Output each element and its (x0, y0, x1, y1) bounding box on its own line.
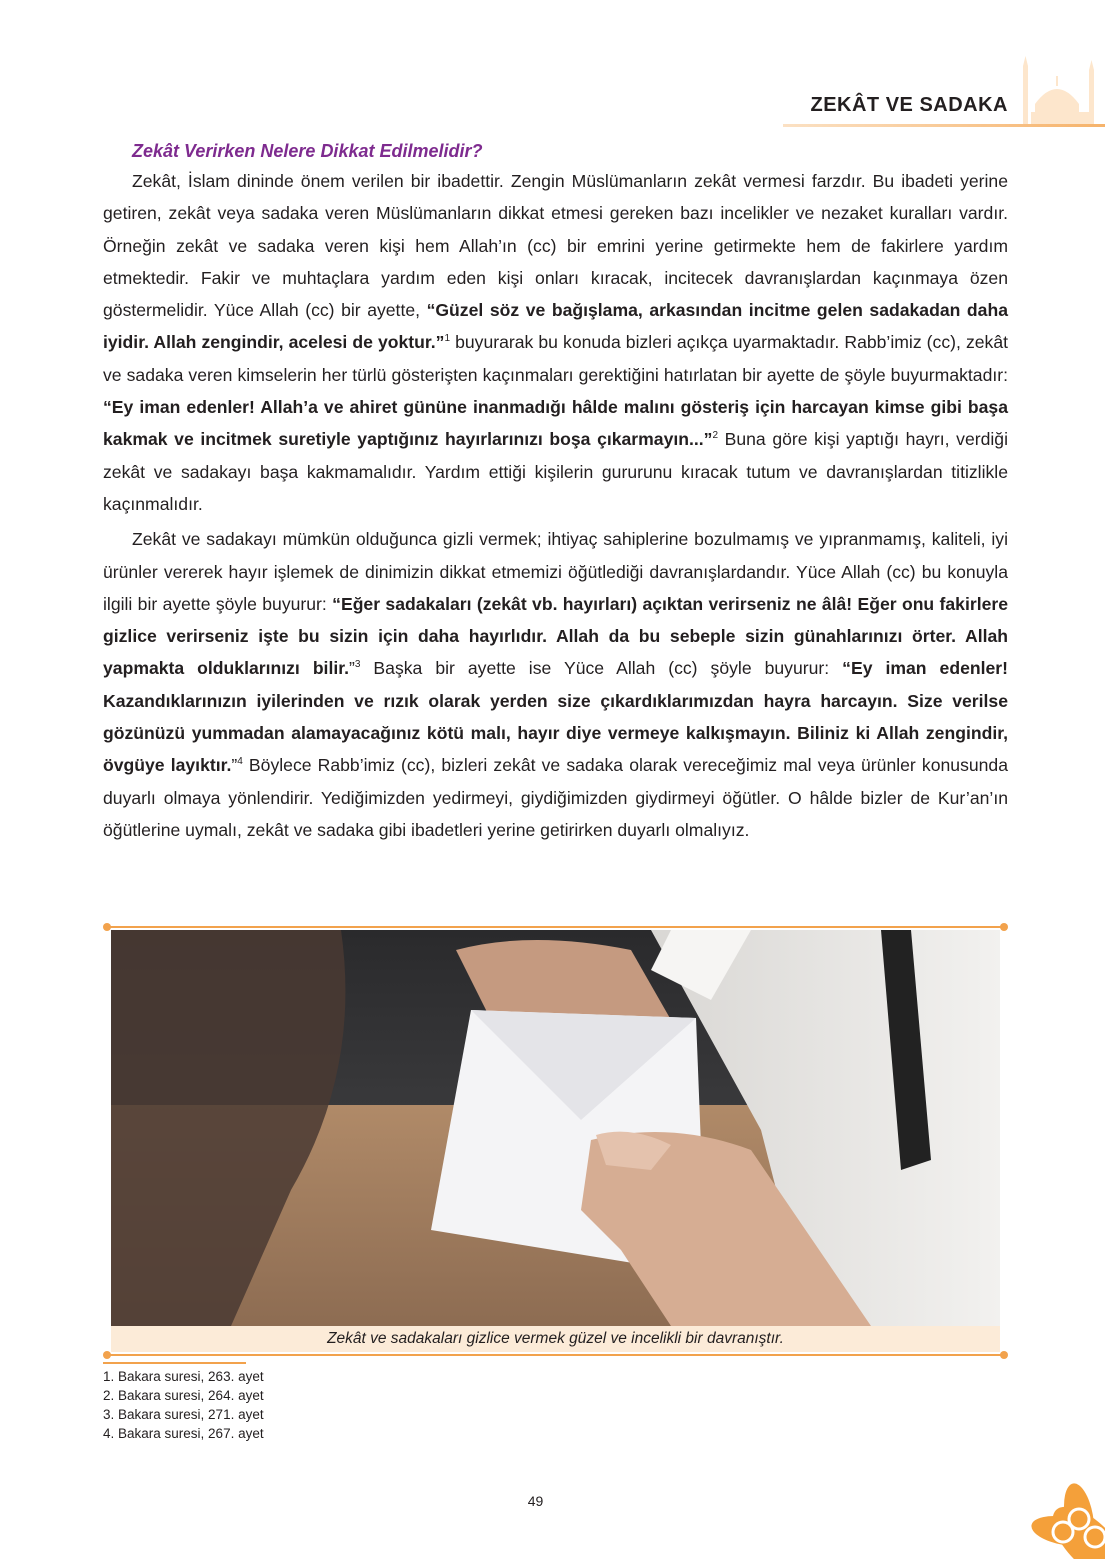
figure-bottom-rule (107, 1354, 1004, 1356)
verse-quote: “Ey iman edenler! Kazandıklarınızın iyilerinden ve rızık olarak yerden size çıkardıklarımızdan hayra harcayın. Size verilse gözünüzü yummadan alamayacağınız kötü malı, hayır diye vermeye kalkışmayın. Biliniz ki Allah zengindir, övgüye layıktır. (103, 658, 1008, 776)
floral-ornament-icon (995, 1449, 1105, 1559)
main-content (103, 137, 1008, 846)
text-run: Başka bir ayette ise Yüce Allah (cc) şöyle buyurur: (360, 658, 843, 679)
closing-quote: ” (231, 755, 238, 776)
footnote-ref: 4 (237, 756, 243, 768)
footnote-item: 2. Bakara suresi, 264. ayet (103, 1388, 264, 1403)
footnote-ref: 3 (354, 659, 361, 671)
text-run: Zekât ve sadakayı mümkün olduğunca gizli vermek; ihtiyaç sahiplerine bozulmamış ve yıpranmamış, kaliteli, iyi ürünler vererek hayır işlemek de dinimizin dikkat etmemizi öğütlediği davranışlardandır. Yüce Allah (cc) bu konuyla ilgili bir ayette şöyle buyurur: (103, 529, 1008, 614)
verse-quote: “Eğer sadakaları (zekât vb. hayırları) açıktan verirseniz ne âlâ! Eğer onu fakirlere gizlice verirseniz işte bu sizin için daha hayırlıdır. Allah da bu sebeple sizin günahlarınızı örter. Allah yapmakta olduklarınızı bilir. (103, 593, 1008, 679)
rule-dot (1000, 1351, 1008, 1359)
closing-quote: ” (349, 658, 355, 679)
figure-top-rule (107, 926, 1004, 928)
rule-dot (1000, 923, 1008, 931)
footnotes (103, 1367, 264, 1443)
rule-dot (103, 923, 111, 931)
text-run: buyurarak bu konuda bizleri açıkça uyarmaktadır. Rabb’imiz (cc), zekât ve sadaka veren kimselerin her türlü gösterişten kaçınmaları gerektiğini hatırlatan bir ayette de şöyle buyurmaktadır: (103, 332, 1008, 385)
text-run: Böylece Rabb’imiz (cc), bizleri zekât ve sadaka olarak vereceğimiz mal veya ürünler konusunda duyarlı olmaya yönlendirir. Yediğimizden yedirmeyi, giydiğimizden giydirmeyi öğütler. O hâlde bizler de Kur’an’ın öğütlerine uymalı, zekât ve sadaka gibi ibadetleri yerine getirirken duyarlı olmalıyız. (103, 755, 1008, 840)
footnote-ref: 1 (444, 333, 451, 345)
verse-quote: “Güzel söz ve bağışlama, arkasından incitme gelen sadakadan daha iyidir. Allah zengindir, acelesi de yoktur.” (103, 300, 1008, 353)
rule-dot (103, 1351, 111, 1359)
paragraph (103, 165, 1008, 520)
footnote-item: 1. Bakara suresi, 263. ayet (103, 1369, 264, 1384)
page-number: 49 (527, 1493, 544, 1509)
section-title: Zekât Verirken Nelere Dikkat Edilmelidir? (132, 141, 483, 161)
photo-caption: Zekât ve sadakaları gizlice vermek güzel ve incelikli bir davranıştır. (111, 1326, 1000, 1352)
footnote-item: 4. Bakara suresi, 267. ayet (103, 1426, 264, 1441)
footnote-item: 3. Bakara suresi, 271. ayet (103, 1407, 264, 1422)
verse-quote: “Ey iman edenler! Allah’a ve ahiret gününe inanmadığı hâlde malını gösteriş için harcayan kimse gibi başa kakmak ve incitmek suretiyle yaptığınız hayırlarınızı boşa çıkarmayın...” (103, 397, 1008, 450)
mosque-silhouette-icon (1005, 52, 1105, 132)
text-run: Zekât, İslam dininde önem verilen bir ibadettir. Zengin Müslümanların zekât vermesi farzdır. Bu ibadeti yerine getiren, zekât veya sadaka veren Müslümanların dikkat etmesi gereken bazı incelikler ve nezaket kuralları vardır. Örneğin zekât ve sadaka veren kişi hem Allah’ın (cc) bir emrini yerine getirmekte hem de fakirlere yardım etmektedir. Fakir ve muhtaçlara yardım eden kişi onları kıracak, incitecek davranışlardan kaçınmaya özen göstermelidir. Yüce Allah (cc) bir ayette, (103, 171, 1008, 321)
paragraph (103, 523, 1008, 846)
photo-figure (103, 924, 1008, 1358)
envelope-handover-photo (111, 930, 1000, 1326)
footnote-rule (103, 1362, 246, 1364)
footnote-ref: 2 (712, 430, 719, 442)
text-run: Buna göre kişi yaptığı hayrı, verdiği zekât ve sadakayı başa kakmamalıdır. Yardım ettiği kişilerin gururunu kıracak tutum ve davranışlardan titizlikle kaçınmalıdır. (103, 429, 1008, 514)
header-rule (783, 124, 1105, 127)
chapter-title: ZEKÂT VE SADAKA (810, 94, 1008, 116)
